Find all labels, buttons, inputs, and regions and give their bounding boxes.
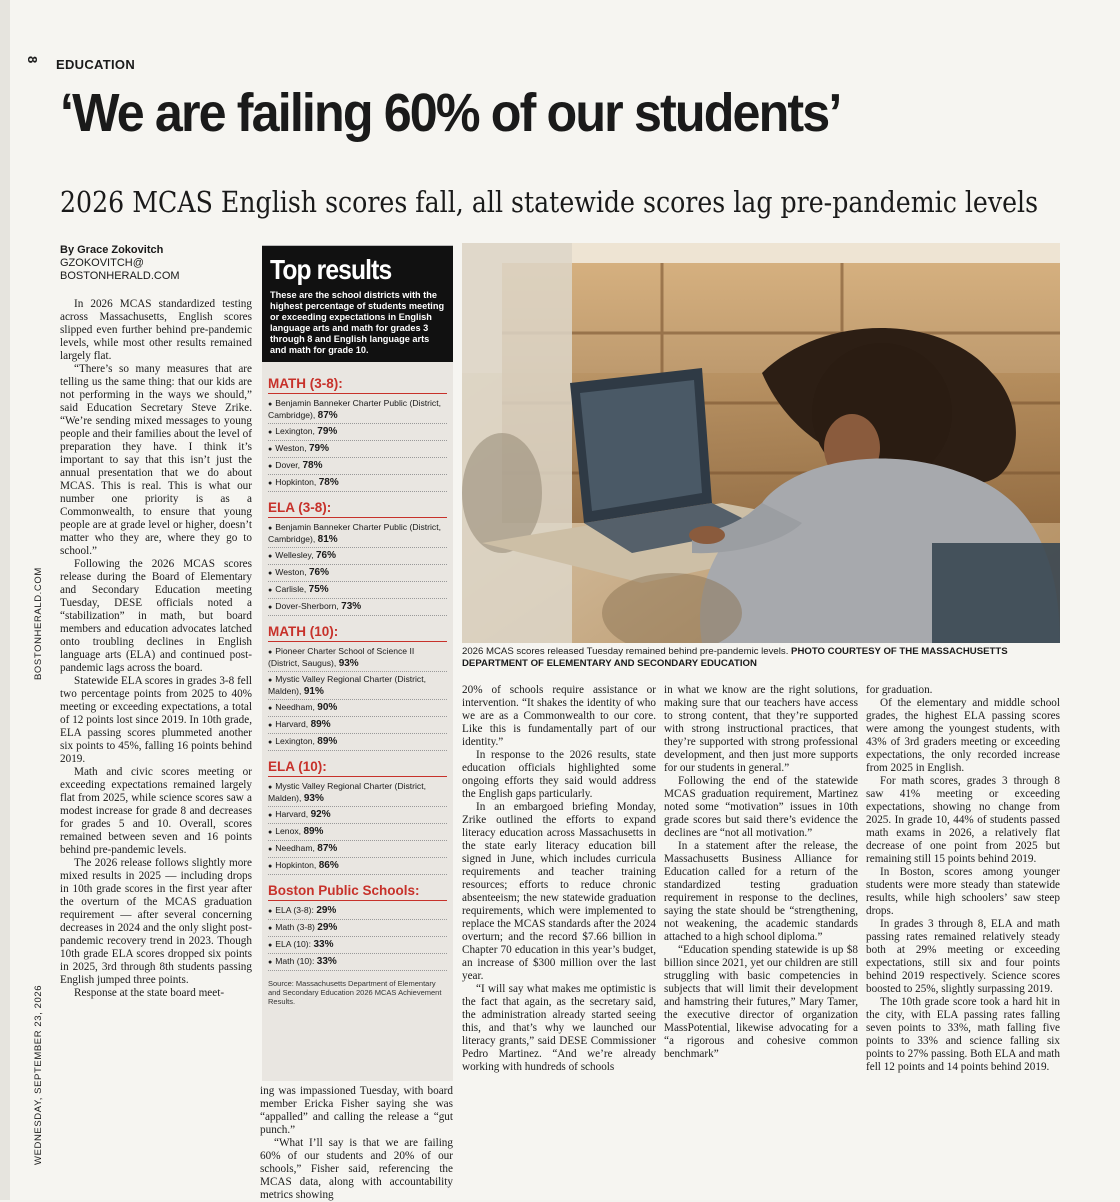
- bullet-icon: ●: [268, 829, 273, 836]
- sidebar-result-item: [268, 903, 447, 920]
- article-paragraph: “Education spending statewide is up $8 billion since 2021, yet our children are still struggling with basic competencies in subjects that will limit their development and hamstring their futures,” Mary Tamer, the executive director of organization MassPotential, likewise advocating for a “a rigorous and cohesive common benchmark”: [664, 944, 858, 1060]
- sidebar-result-item: [268, 807, 447, 824]
- district-name: Dover-Sherborn,: [275, 601, 342, 611]
- article-paragraph: Following the end of the statewide MCAS graduation requirement, Martinez noted some “motivation” issues in 10th grade scores but said there’s evidence the declines are “not all motivation.”: [664, 775, 858, 839]
- article-paragraph: 20% of schools require assistance or intervention. “It shakes the identity of who we are as a Commonwealth to our core. Like this is fundamentally part of our identity.”: [462, 684, 656, 748]
- district-score: 75%: [308, 584, 329, 595]
- sidebar-result-item: [268, 458, 447, 475]
- sidebar-result-item: [268, 441, 447, 458]
- article-column-1: [60, 298, 252, 1000]
- photo-caption: [462, 646, 1062, 670]
- sidebar-result-item: [268, 424, 447, 441]
- sidebar-result-item: [268, 858, 447, 875]
- bullet-icon: ●: [268, 587, 273, 594]
- sidebar-category-heading: MATH (10):: [268, 624, 447, 642]
- sidebar-result-item: [268, 954, 447, 971]
- article-column-4: [664, 684, 858, 1061]
- top-results-sidebar: [262, 245, 453, 1081]
- sidebar-result-item: [268, 599, 447, 616]
- district-score: 92%: [310, 809, 331, 820]
- district-score: 73%: [341, 601, 362, 612]
- sidebar-body: [262, 362, 453, 1010]
- bullet-icon: ●: [268, 784, 273, 791]
- sidebar-result-item: [268, 734, 447, 751]
- district-score: 79%: [309, 443, 330, 454]
- student-laptop-illustration: [462, 243, 1060, 643]
- bullet-icon: ●: [268, 846, 273, 853]
- bullet-icon: ●: [268, 677, 273, 684]
- bullet-icon: ●: [268, 812, 273, 819]
- district-name: Benjamin Banneker Charter Public (District, Cambridge),: [268, 398, 441, 420]
- district-name: Lexington,: [275, 426, 318, 436]
- vertical-date-label: WEDNESDAY, SEPTEMBER 23, 2026: [33, 984, 44, 1165]
- district-name: Harvard,: [275, 719, 311, 729]
- sidebar-result-item: [268, 475, 447, 492]
- article-paragraph: Of the elementary and middle school grades, the highest ELA passing scores were among the youngest students, with 43% of 3rd graders meeting or exceeding expectations, the only recorded increase from 2025 in English.: [866, 697, 1060, 774]
- sidebar-category-heading: Boston Public Schools:: [268, 883, 447, 901]
- district-score: 86%: [318, 860, 339, 871]
- sidebar-result-item: [268, 582, 447, 599]
- caption-text: 2026 MCAS scores released Tuesday remained behind pre-pandemic levels.: [462, 646, 789, 657]
- bullet-icon: ●: [268, 401, 273, 408]
- sidebar-result-item: [268, 920, 447, 937]
- bullet-icon: ●: [268, 480, 273, 487]
- district-name: Hopkinton,: [275, 860, 319, 870]
- district-name: Harvard,: [275, 809, 311, 819]
- district-score: 29%: [317, 922, 338, 933]
- district-score: 76%: [309, 567, 330, 578]
- article-paragraph: Statewide ELA scores in grades 3-8 fell two percentage points from 2025 to 40% meeting or exceeding expectations, a total of 12 points lost since 2019. In 10th grade, ELA passing scores plummeted another six points to 45%, falling 16 points behind 2019.: [60, 675, 252, 765]
- district-score: 79%: [317, 426, 338, 437]
- district-score: 93%: [338, 658, 359, 669]
- subheadline: 2026 MCAS English scores fall, all statewide scores lag pre-pandemic levels: [60, 185, 1039, 219]
- district-score: 91%: [303, 686, 324, 697]
- article-paragraph: In Boston, scores among younger students were more steady than statewide results, while high schoolers’ saw steep drops.: [866, 866, 1060, 917]
- bullet-icon: ●: [268, 942, 273, 949]
- sidebar-category-heading: ELA (3-8):: [268, 500, 447, 518]
- photo-credit: PHOTO COURTESY OF THE MASSACHUSETTS DEPARTMENT OF ELEMENTARY AND SECONDARY EDUCATION: [462, 646, 1008, 669]
- bullet-icon: ●: [268, 570, 273, 577]
- district-name: Mystic Valley Regional Charter (District, Malden),: [268, 781, 426, 803]
- sidebar-result-item: [268, 779, 447, 807]
- district-name: Weston,: [275, 567, 309, 577]
- article-paragraph: For math scores, grades 3 through 8 saw 41% meeting or exceeding expectations, showing no change from 2025. In grade 10, 44% of students passed math exams in 2026, a relatively flat decrease of one point from 2025 but remaining still 15 points behind 2019.: [866, 775, 1060, 865]
- article-paragraph: Following the 2026 MCAS scores release during the Board of Elementary and Secondary Education meeting Tuesday, DESE officials noted a “stabilization” in math, but board members and education advocates latched onto troubling declines in English language arts (ELA) and continued post-pandemic lags across the board.: [60, 558, 252, 674]
- district-name: Hopkinton,: [275, 477, 319, 487]
- article-paragraph: The 10th grade score took a hard hit in the city, with ELA passing rates falling seven points to 33%, math falling five points to 33% and science falling six points to 27% passing. Both ELA and math fell 12 points and 14 points behind 2019.: [866, 996, 1060, 1073]
- headline: ‘We are failing 60% of our students’: [60, 83, 841, 143]
- bullet-icon: ●: [268, 925, 273, 932]
- district-score: 89%: [317, 736, 338, 747]
- district-name: Weston,: [275, 443, 309, 453]
- article-paragraph: ing was impassioned Tuesday, with board member Ericka Fisher saying she was “appalled” and calling the release a “gut punch.”: [260, 1085, 453, 1136]
- district-score: 29%: [316, 905, 337, 916]
- article-paragraph: Math and civic scores meeting or exceeding expectations remained largely flat from 2025, while science scores saw a modest increase for grade 8 and decreases for grades 5 and 10. Overall, scores remained between seven and 16 points behind pre-pandemic levels.: [60, 766, 252, 856]
- article-paragraph: “I will say what makes me optimistic is the fact that again, as the secretary said, the administration already started seeing this, and that’s why we launched our literacy grants,” said DESE Commissioner Pedro Martinez. “And we’re already working with hundreds of schools: [462, 983, 656, 1073]
- district-score: 93%: [303, 793, 324, 804]
- page-number: 8: [25, 56, 40, 64]
- bullet-icon: ●: [268, 959, 273, 966]
- district-score: 90%: [317, 702, 338, 713]
- district-score: 87%: [317, 410, 338, 421]
- section-label: EDUCATION: [56, 57, 136, 72]
- sidebar-result-item: [268, 396, 447, 424]
- sidebar-category-heading: MATH (3-8):: [268, 376, 447, 394]
- district-name: Math (3-8): [275, 922, 318, 932]
- byline-email-2: BOSTONHERALD.COM: [60, 270, 180, 282]
- sidebar-header: [262, 246, 453, 362]
- sidebar-title: Top results: [270, 254, 392, 285]
- byline: [60, 244, 250, 283]
- article-paragraph: “What I’ll say is that we are failing 60% of our students and 20% of our schools,” Fisher said, referencing the MCAS data, along with accountability metrics showing: [260, 1137, 453, 1201]
- district-name: Dover,: [275, 460, 303, 470]
- article-paragraph: Response at the state board meet-: [74, 987, 225, 999]
- article-photo: [462, 243, 1060, 643]
- sidebar-result-item: [268, 565, 447, 582]
- district-name: Lexington,: [275, 736, 318, 746]
- district-score: 87%: [317, 843, 338, 854]
- district-name: Needham,: [275, 702, 318, 712]
- district-name: Wellesley,: [275, 550, 316, 560]
- district-score: 89%: [303, 826, 324, 837]
- district-score: 76%: [316, 550, 337, 561]
- district-score: 81%: [317, 534, 338, 545]
- bullet-icon: ●: [268, 649, 273, 656]
- article-paragraph: The 2026 release follows slightly more mixed results in 2025 — including drops in 10th grade scores in the first year after the overturn of the MCAS graduation requirement — after several concerning decreases in 2024 and the only slight post-pandemic recovery trend in 2023. Though 10th grade ELA scores dropped six points in 2025, 3rd through 8th students passing English jumped three points.: [60, 857, 252, 986]
- district-name: Lenox,: [275, 826, 304, 836]
- page-edge: [0, 0, 10, 1200]
- sidebar-result-item: [268, 548, 447, 565]
- article-column-2: [260, 1085, 453, 1202]
- district-name: Mystic Valley Regional Charter (District, Malden),: [268, 674, 426, 696]
- bullet-icon: ●: [268, 525, 273, 532]
- sidebar-result-item: [268, 717, 447, 734]
- byline-author: By Grace Zokovitch: [60, 244, 164, 256]
- district-name: Math (10):: [275, 956, 317, 966]
- bullet-icon: ●: [268, 446, 273, 453]
- bullet-icon: ●: [268, 429, 273, 436]
- sidebar-result-item: [268, 841, 447, 858]
- article-paragraph: In an embargoed briefing Monday, Zrike outlined the efforts to expand literacy education across Massachusetts in the state early literacy education bill signed in June, which includes curricula requirements and teacher training resources; efforts to reduce chronic absenteeism; the new statewide graduation requirements, which were implemented to replace the MCAS standards after the 2024 overturn; and the record $7.66 billion in Chapter 70 education in this year’s budget, an increase of $300 million over the last year.: [462, 801, 656, 982]
- district-name: ELA (10):: [275, 939, 314, 949]
- article-column-5: [866, 684, 1060, 1074]
- article-paragraph: In 2026 MCAS standardized testing across Massachusetts, English scores slipped even further behind pre-pandemic levels, while most other results remained largely flat.: [60, 298, 252, 362]
- sidebar-result-item: [268, 700, 447, 717]
- district-score: 78%: [302, 460, 323, 471]
- bullet-icon: ●: [268, 863, 273, 870]
- sidebar-intro: These are the school districts with the highest percentage of students meeting or exceeding expectations in English language arts and math for grades 3 through 8 and English language arts and math for grade 10.: [270, 290, 445, 355]
- article-column-3: [462, 684, 656, 1074]
- district-name: Pioneer Charter School of Science II (District, Saugus),: [268, 646, 415, 668]
- district-score: 33%: [313, 939, 334, 950]
- article-paragraph: In response to the 2026 results, state education officials highlighted some ongoing efforts they said would address the English gaps particularly.: [462, 749, 656, 800]
- article-paragraph: In a statement after the release, the Massachusetts Business Alliance for Education called for a return of the standardized testing graduation requirement in response to the declines, saying the state should be “strengthening, not weakening, the academic standards attached to a high school diploma.”: [664, 840, 858, 943]
- sidebar-result-item: [268, 937, 447, 954]
- district-name: Needham,: [275, 843, 318, 853]
- district-score: 33%: [316, 956, 337, 967]
- sidebar-source: Source: Massachusetts Department of Elementary and Secondary Education 2026 MCAS Achievement Results.: [268, 979, 442, 1006]
- district-name: Benjamin Banneker Charter Public (District, Cambridge),: [268, 522, 441, 544]
- bullet-icon: ●: [268, 739, 273, 746]
- article-paragraph: in what we know are the right solutions, making sure that our teachers have access to strong content, that they’re supported with strong instructional practices, that they’re supported with strong professional development, and then just more supports for our students in general.”: [664, 684, 858, 774]
- byline-email-1: GZOKOVITCH@: [60, 257, 144, 269]
- article-paragraph: “There’s so many measures that are telling us the same thing: that our kids are not performing in the ways we should,” said Education Secretary Steve Zrike. “We’re sending mixed messages to young people and their families about the level of preparation they have. I think it’s important to say that this isn’t just the annual presentation that we do about MCAS. This is real. This is what our number one priority is as a Commonwealth, to ensure that young people are at grade level or higher, doesn’t matter who they are, where they go to school.”: [60, 363, 252, 557]
- bullet-icon: ●: [268, 463, 273, 470]
- district-name: Carlisle,: [275, 584, 309, 594]
- bullet-icon: ●: [268, 553, 273, 560]
- sidebar-result-item: [268, 644, 447, 672]
- bullet-icon: ●: [268, 722, 273, 729]
- bullet-icon: ●: [268, 705, 273, 712]
- sidebar-result-item: [268, 672, 447, 700]
- sidebar-result-item: [268, 520, 447, 548]
- bullet-icon: ●: [268, 908, 273, 915]
- district-score: 78%: [318, 477, 339, 488]
- sidebar-result-item: [268, 824, 447, 841]
- article-paragraph: In grades 3 through 8, ELA and math passing rates remained relatively steady both at 29% meeting or exceeding expectations, still six and four points behind 2019 respectively. Science scores boosted to 25%, slightly surpassing 2019.: [866, 918, 1060, 995]
- article-paragraph: for graduation.: [866, 684, 933, 696]
- vertical-site-label: BOSTONHERALD.COM: [33, 567, 44, 680]
- sidebar-category-heading: ELA (10):: [268, 759, 447, 777]
- district-score: 89%: [310, 719, 331, 730]
- district-name: ELA (3-8):: [275, 905, 317, 915]
- bullet-icon: ●: [268, 604, 273, 611]
